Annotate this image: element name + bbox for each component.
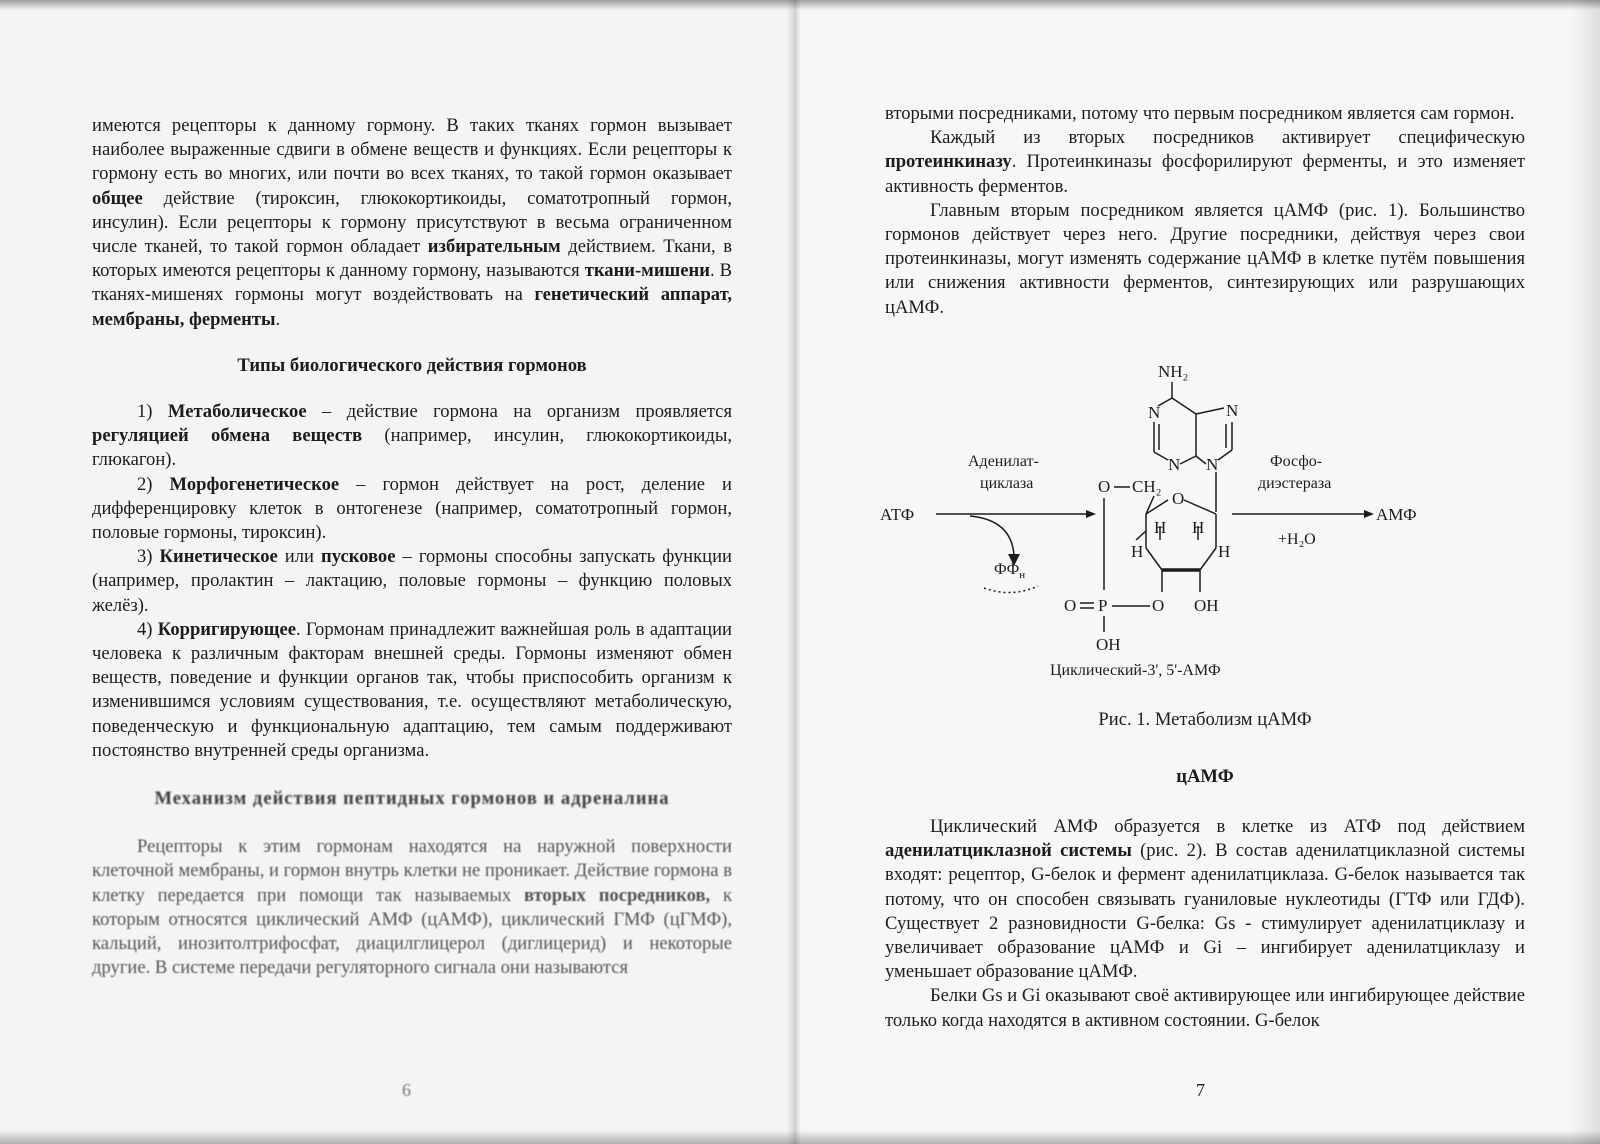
- enzyme-phosphodiesterase-2: диэстераза: [1258, 475, 1332, 492]
- atom-n9: N: [1206, 455, 1219, 474]
- arrow-ppi: [970, 516, 1014, 556]
- text-run: – действие гормона на организм проявляется: [306, 401, 732, 423]
- types-list: [92, 400, 732, 763]
- bold-term: Кинетическое: [159, 546, 278, 568]
- heading-mechanism: Механизм действия пептидных гормонов и адреналина: [154, 788, 670, 810]
- byproduct-ppi: $ФФ_н$: [994, 561, 1026, 581]
- figure-caption: Рис. 1. Метаболизм цАМФ: [1098, 709, 1312, 730]
- text-run: 1): [137, 401, 168, 423]
- paragraph: [92, 114, 732, 332]
- text-run: . Протеинкиназы фосфорилируют ферменты, и это изменяет активность ферментов.: [885, 151, 1525, 197]
- atom-n1: N: [1148, 403, 1161, 422]
- text-run: . В тканях-мишенях гормоны могут воздействовать на: [92, 260, 733, 306]
- text-run: или: [277, 546, 321, 568]
- text-run: – гормоны способны запускать функции (например, пролактин – лактацию, половые гормоны – функцию половых желёз).: [92, 546, 732, 616]
- text-run: 2): [137, 473, 170, 495]
- bond: [1196, 408, 1224, 414]
- bold-term: общее: [92, 187, 143, 209]
- atom-o-ch2: O: [1098, 477, 1111, 496]
- bold-term: Метаболическое: [167, 401, 307, 423]
- bond: [1184, 500, 1216, 514]
- compound-name: Циклический-3', 5'-АМФ: [1050, 662, 1221, 679]
- paragraph: [92, 400, 732, 473]
- paragraph: [92, 618, 732, 763]
- camp-metabolism-figure: [880, 360, 1540, 700]
- paragraph: [885, 126, 1525, 199]
- left-page-text: [92, 114, 732, 981]
- paragraph: [92, 835, 732, 980]
- ppi-squiggle: [984, 586, 1038, 593]
- atom-n3: N: [1168, 455, 1181, 474]
- paragraph: [885, 815, 1525, 984]
- text-run: 4): [137, 618, 158, 640]
- bold-term: ткани-мишени: [584, 260, 710, 282]
- bold-term: генетический аппарат, мембраны, ферменты: [92, 284, 733, 330]
- bold-term: Корригирующее: [157, 618, 296, 640]
- text-run: Рецепторы к этим гормонам находятся на наружной поверхности клеточной мембраны, и гормон внутрь клетки не проникает. Действие гормона в клетку передается при помощи так называемых: [92, 836, 732, 906]
- section-title-camp: цАМФ: [1176, 766, 1234, 787]
- scan-edge-top: [0, 0, 1600, 10]
- paragraph: [885, 984, 1525, 1032]
- page-number-right: 7: [1196, 1080, 1205, 1100]
- right-page-bottom-text: [885, 815, 1525, 1033]
- bold-term: протеинкиназу: [885, 151, 1012, 173]
- water: +H₂O: [1278, 531, 1316, 548]
- atom-h3: H: [1192, 518, 1205, 537]
- bond: [1200, 548, 1216, 570]
- bond: [1136, 531, 1146, 540]
- atom-ring-o: O: [1172, 489, 1185, 508]
- text-run: – гормон действует на рост, деление и дифференцировку клеток в онтогенезе (например, соматотропный гормон, половые гормоны, тироксин).: [92, 473, 732, 544]
- text-run: (рис. 2). В состав аденилатциклазной системы входят: рецептор, G-белок и фермент аденилатциклаза. G-белок называется так потому, что он способен связывать гуаниловые нуклеотиды (ГТФ или ГДФ). Существует 2 разновидности G-белка: Gs - стимулирует аденилатциклазу и увеличивает образование цАМФ и Gi – ингибирует аденилатциклазу и уменьшает образование цАМФ.: [885, 840, 1525, 983]
- text-run: Циклический АМФ образуется в клетке из АТФ под действием: [930, 816, 1525, 837]
- bond: [1146, 548, 1162, 570]
- heading-types-of-action: Типы биологического действия гормонов: [237, 354, 587, 376]
- bond: [1154, 452, 1168, 460]
- right-top-paragraphs: [885, 102, 1525, 320]
- bond: [1218, 450, 1232, 460]
- bold-term: вторых посредников,: [523, 884, 711, 906]
- atom-n7: N: [1226, 401, 1239, 420]
- right-page-top-text: [885, 102, 1525, 320]
- bold-term: Морфогенетическое: [169, 473, 340, 495]
- atom-p: P: [1098, 596, 1108, 615]
- bond: [1180, 456, 1196, 464]
- bold-term: избирательным: [427, 236, 561, 258]
- bond: [1172, 398, 1196, 414]
- text-run: Белки Gs и Gi оказывают своё активирующее или ингибирующее действие только когда находятся в активном состоянии. G-белок: [885, 985, 1525, 1031]
- book-gutter: [787, 0, 801, 1144]
- paragraph: [92, 473, 732, 546]
- page-number-left: 6: [402, 1080, 411, 1100]
- text-run: Каждый из вторых посредников активирует специфическую: [930, 127, 1525, 149]
- atom-nh2: NH₂: [1158, 362, 1189, 381]
- arrowhead-amp: [1364, 510, 1374, 518]
- atom-h2: H: [1154, 518, 1167, 537]
- right-bottom-paragraphs: [885, 815, 1525, 1033]
- text-run: имеются рецепторы к данному гормону. В таких тканях гормон вызывает наиболее выраженные сдвиги в обмене веществ и функциях. Если рецепторы к гормону есть во многих, или почти во всех тканях, то такой гормон оказывает: [92, 115, 732, 185]
- mechanism-paragraphs: [92, 835, 732, 980]
- scan-edge-bottom: [0, 1130, 1600, 1144]
- bold-term: пусковое: [321, 546, 396, 568]
- arrowhead-atp: [1086, 510, 1096, 518]
- bold-term: аденилатциклазной системы: [885, 840, 1132, 862]
- text-run: (например, инсулин, глюкокортикоиды, глюкагон).: [92, 425, 732, 471]
- enzyme-adenylate-cyclase-2: циклаза: [980, 475, 1034, 492]
- atom-o-p: O: [1064, 596, 1077, 615]
- text-run: .: [275, 308, 281, 330]
- text-run: 3): [137, 546, 160, 568]
- bond: [1196, 456, 1206, 464]
- paragraph: [92, 545, 732, 618]
- atom-ch2: CH₂: [1132, 477, 1162, 496]
- text-run: Главным вторым посредником является цАМФ (рис. 1). Большинство гормонов действует через него. Другие посредники, действуя через свои протеинкиназы, могут изменять содержание цАМФ в клетке путём повышения или снижения активности ферментов, синтезирующих или разрушающих цАМФ.: [885, 199, 1525, 318]
- text-run: действием. Ткани, в которых имеются рецепторы к данному гормону, называются: [92, 236, 732, 282]
- camp-structure-svg: [880, 360, 1540, 700]
- atom-oh-p: OH: [1096, 635, 1121, 654]
- bold-term: регуляцией обмена веществ: [92, 425, 363, 447]
- left-intro-paragraphs: [92, 114, 732, 332]
- atom-h1: H: [1131, 542, 1144, 561]
- atom-o-3p: O: [1152, 596, 1165, 615]
- text-run: вторыми посредниками, потому что первым посредником является сам гормон.: [885, 103, 1515, 124]
- atom-oh-3: OH: [1194, 596, 1219, 615]
- substrate-atp: АТФ: [880, 505, 915, 524]
- enzyme-adenylate-cyclase-1: Аденилат-: [968, 453, 1039, 470]
- paragraph: [885, 102, 1525, 126]
- text-run: действие (тироксин, глюкокортикоиды, соматотропный гормон, инсулин). Если рецепторы к гормону присутствуют в весьма ограниченном числе тканей, то такой гормон обладает: [92, 187, 732, 258]
- paragraph: [885, 199, 1525, 320]
- scan-edge-right: [1570, 0, 1600, 1144]
- text-run: . Гормонам принадлежит важнейшая роль в адаптации человека к различным факторам внешней среды. Гормоны изменяют обмен веществ, поведение и функции органов так, чтобы приспособить организм к изменившимся условиям существования, т.е. осуществляют метаболическую, поведенческую и функциональную адаптацию, тем самым поддерживают постоянство внутренней среды организма.: [92, 618, 732, 761]
- product-amp: АМФ: [1376, 505, 1417, 524]
- enzyme-phosphodiesterase-1: Фосфо-: [1270, 453, 1323, 470]
- text-run: к которым относятся циклический АМФ (цАМФ), циклический ГМФ (цГМФ), кальций, инозитолтрифосфат, диацилглицерол (диглицерид) и некоторые другие. В системе передачи регуляторного сигнала они называются: [92, 884, 732, 979]
- atom-h4: H: [1218, 542, 1231, 561]
